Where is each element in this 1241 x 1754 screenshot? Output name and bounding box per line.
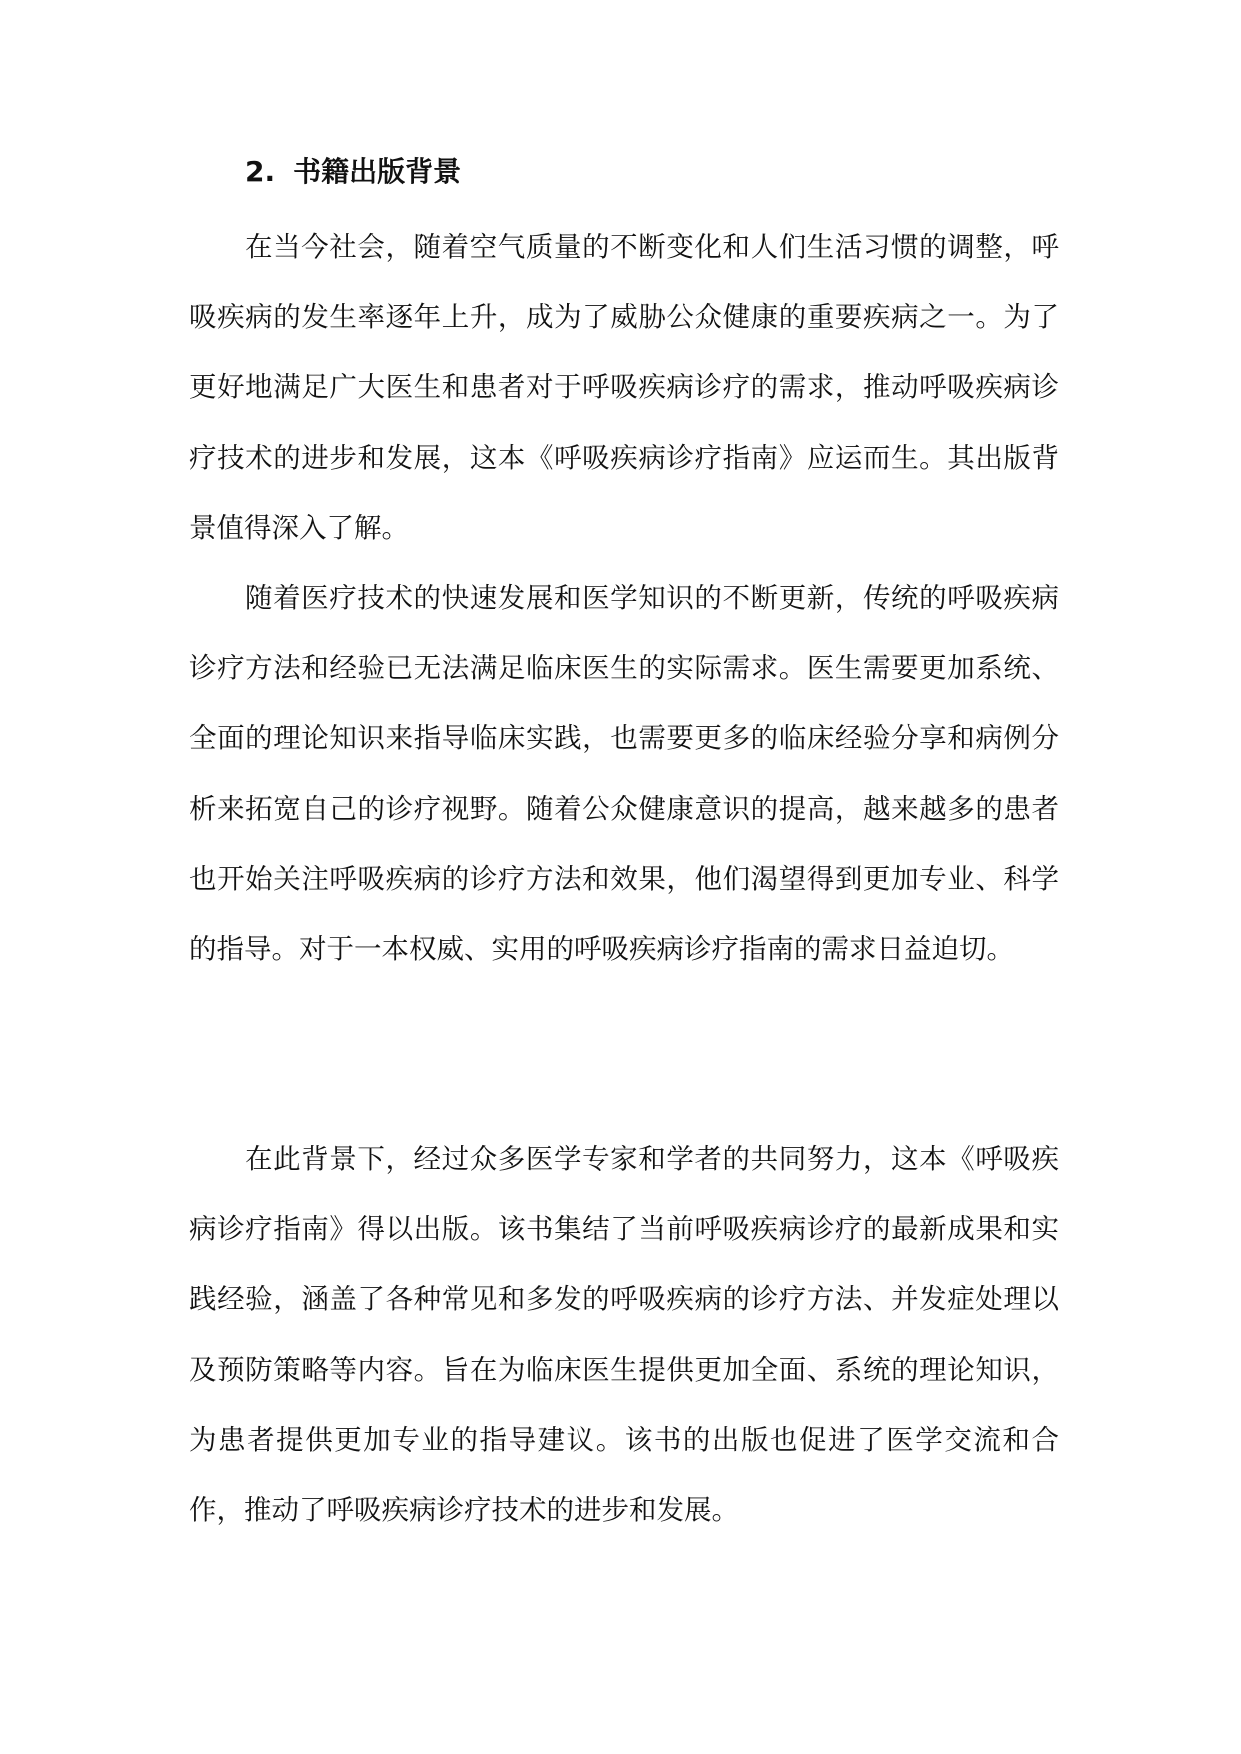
paragraph: 随着医疗技术的快速发展和医学知识的不断更新，传统的呼吸疾病诊疗方法和经验已无法满足临床医生的实际需求。医生需要更加系统、全面的理论知识来指导临床实践，也需要更多的临床经验分享和病例分析来拓宽自己的诊疗视野。随着公众健康意识的提高，越来越多的患者也开始关注呼吸疾病的诊疗方法和效果，他们渴望得到更加专业、科学的指导。对于一本权威、实用的呼吸疾病诊疗指南的需求日益迫切。 — [189, 582, 1059, 966]
paragraph: 在当今社会，随着空气质量的不断变化和人们生活习惯的调整，呼吸疾病的发生率逐年上升，成为了威胁公众健康的重要疾病之一。为了更好地满足广大医生和患者对于呼吸疾病诊疗的需求，推动呼吸疾病诊疗技术的进步和发展，这本《呼吸疾病诊疗指南》应运而生。其出版背景值得深入了解。 — [189, 231, 1059, 544]
section-heading — [245, 150, 461, 194]
section-title: 书籍出版背景 — [293, 155, 462, 188]
paragraph: 在此背景下，经过众多医学专家和学者的共同努力，这本《呼吸疾病诊疗指南》得以出版。该书集结了当前呼吸疾病诊疗的最新成果和实践经验，涵盖了各种常见和多发的呼吸疾病的诊疗方法、并发症处理以及预防策略等内容。旨在为临床医生提供更加全面、系统的理论知识，为患者提供更加专业的指导建议。该书的出版也促进了医学交流和合作，推动了呼吸疾病诊疗技术的进步和发展。 — [189, 1143, 1059, 1527]
section-number: 2. — [245, 155, 276, 188]
